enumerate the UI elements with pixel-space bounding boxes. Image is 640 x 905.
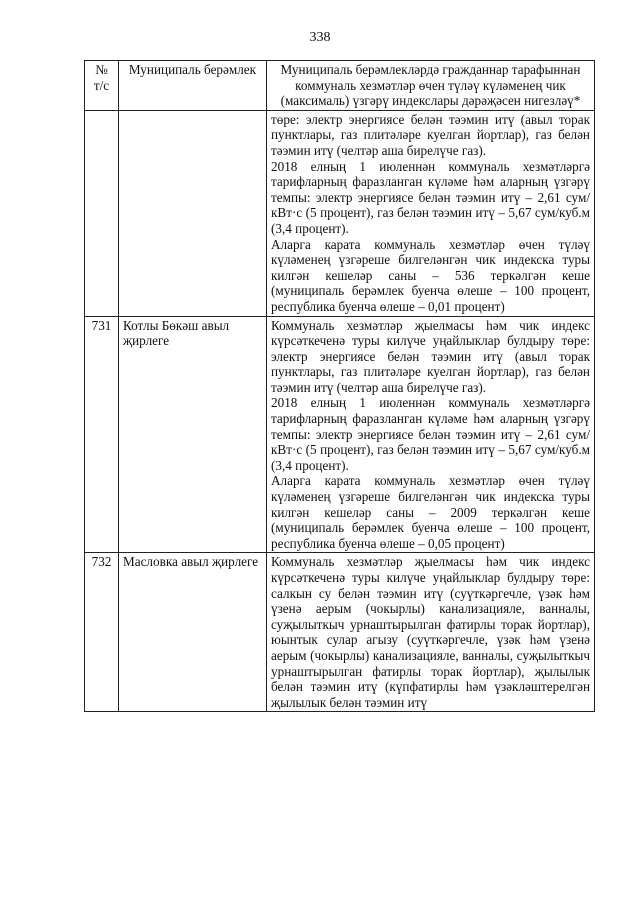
row-number bbox=[85, 110, 119, 316]
row-paragraph: Коммуналь хезмәтләр җыелмасы һәм чик индекс күрсәткеченә туры килүче уңайлыклар булдыру төре: салкын су белән тәэмин итү (суүткәргечле, үзәк һәм үзенә аерым (чокырлы) канализацияле, ванналы, суҗылыткыч урнаштырылган фатирлы торак йортлар), юынтык сулар агызу (суүткәргечле, үзәк һәм үзенә аерым (чокырлы) канализацияле, ванналы, суҗылыткыч урнаштырылган фатирлы торак йортлар), җылылык белән тәэмин итү (күпфатирлы һәм үзәкләштерелгән җылылык белән тәэмин итү bbox=[271, 554, 590, 710]
table-header-row bbox=[85, 61, 595, 111]
page-number: 338 bbox=[309, 30, 331, 45]
header-municipality: Муниципаль берәмлек bbox=[119, 61, 267, 111]
row-municipality: Котлы Бөкәш авыл җирлеге bbox=[119, 316, 267, 553]
row-number: 732 bbox=[85, 553, 119, 712]
header-description: Муниципаль берәмлекләрдә гражданнар тарафыннан коммуналь хезмәтләр өчен түләү күләменең чик (максималь) үзгәрү индекслары дәрәҗәсен нигезләү* bbox=[267, 61, 595, 111]
table-row bbox=[85, 553, 595, 712]
row-paragraph: 2018 елның 1 июленнән коммуналь хезмәтләргә тарифларның фаразланган күләме һәм аларның үзгәрү темпы: электр энергиясе белән тәэмин итү – 2,61 сум/кВт·с (5 процент), газ белән тәэмин итү – 5,67 сум/куб.м (3,4 процент). bbox=[271, 395, 590, 473]
municipal-table bbox=[84, 60, 595, 712]
row-paragraph: төре: электр энергиясе белән тәэмин итү (авыл торак пунктлары, газ плитәләре куелган йортлар), газ белән тәэмин итү (челтәр аша бирелүче газ). bbox=[271, 111, 590, 158]
row-description bbox=[267, 553, 595, 712]
row-description bbox=[267, 110, 595, 316]
row-municipality bbox=[119, 110, 267, 316]
row-paragraph: 2018 елның 1 июленнән коммуналь хезмәтләргә тарифларның фаразланган күләме һәм аларның үзгәрү темпы: электр энергиясе белән тәэмин итү – 2,61 сум/кВт·с (5 процент), газ белән тәэмин итү – 5,67 сум/куб.м (3,4 процент). bbox=[271, 158, 590, 236]
row-municipality: Масловка авыл җирлеге bbox=[119, 553, 267, 712]
table-row bbox=[85, 316, 595, 553]
header-number: № т/с bbox=[85, 61, 119, 111]
row-paragraph: Аларга карата коммуналь хезмәтләр өчен түләү күләменең үзгәреше билгеләнгән чик индекска туры килгән кешеләр саны – 536 теркәлгән кеше (муниципаль берәмлек буенча өлеше – 100 процент, республика буенча өлеше – 0,01 процент) bbox=[271, 236, 590, 314]
row-description bbox=[267, 316, 595, 553]
row-paragraph: Коммуналь хезмәтләр җыелмасы һәм чик индекс күрсәткеченә туры килүче уңайлыклар булдыру төре: электр энергиясе белән тәэмин итү (авыл торак пунктлары, газ плитәләре куелган йортлар), газ белән тәэмин итү (челтәр аша бирелүче газ). bbox=[271, 317, 590, 395]
row-paragraph: Аларга карата коммуналь хезмәтләр өчен түләү күләменең үзгәреше билгеләнгән чик индекска туры килгән кешеләр саны – 2009 теркәлгән кеше (муниципаль берәмлек буенча өлеше – 100 процент, республика буенча өлеше – 0,05 процент) bbox=[271, 473, 590, 551]
table-row bbox=[85, 110, 595, 316]
row-number: 731 bbox=[85, 316, 119, 553]
